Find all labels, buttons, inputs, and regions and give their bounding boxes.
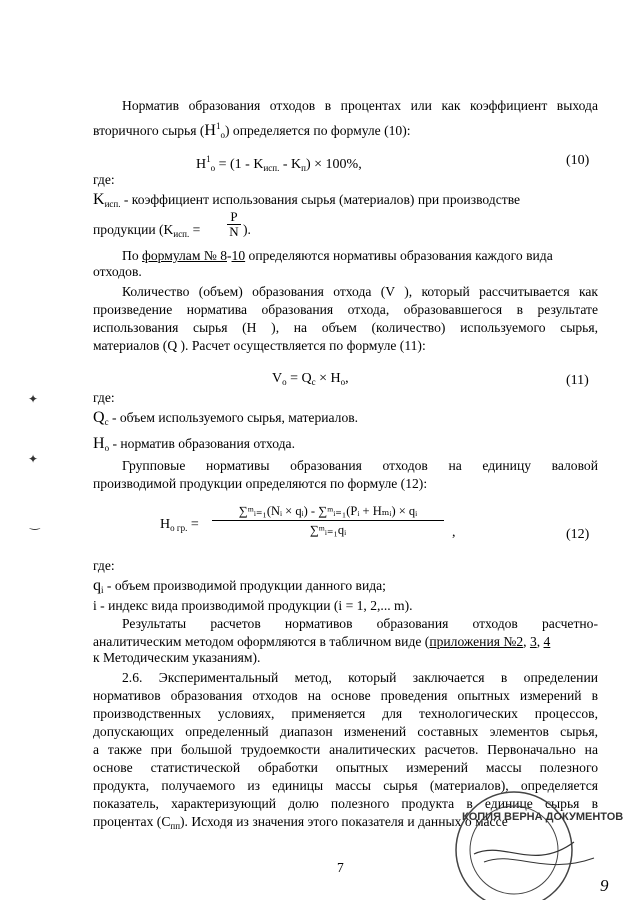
prod-text: продукции (K [93,222,174,237]
appendix-4-link[interactable]: 4 [543,634,551,649]
formula-11 [272,370,349,391]
stamp-outer-ring [456,792,572,900]
qc-definition [93,410,358,430]
f10-k2-sub: п [301,163,306,173]
formula-10 [196,150,362,177]
group-line-2: производимой продукции определяются по формуле (12): [93,476,428,491]
signature-underline [484,858,594,865]
exp-line-4: допускающих определенный диапазон изменений составных элементов сырья, [93,724,598,739]
qi-definition [93,578,386,598]
qty-line-1: Количество (объем) образования отхода (V ), который рассчитывается как [122,284,598,299]
appendix-3-link[interactable]: 3 [529,634,537,649]
kisp-sub: исп. [104,199,121,209]
margin-mark: ✦ [28,392,39,406]
kisp-symbol: K [93,191,105,208]
formula-12-number: (12) [566,527,590,542]
exp-line-2: нормативов образования отходов на основе проведения опытных измерений в [93,688,598,703]
results-text: аналитическим методом оформляются в табличном виде ( [93,634,430,649]
formula-12-fraction [212,502,444,539]
results-line-1: Результаты расчетов нормативов образования отходов расчетно- [122,616,598,631]
f10-k1-sub: исп. [263,163,280,173]
qc-sub: c [104,417,109,427]
qc-text: - объем используемого сырья, материалов. [108,410,359,425]
qi-sub: i [101,585,104,595]
formula-11-number: (11) [566,373,589,388]
where-label-2: где: [93,390,115,405]
prod-eq: = [189,222,201,237]
corner-page-number: 9 [600,876,609,895]
prod-line [93,222,200,242]
qi-text: - объем производимой продукции данного вида; [103,578,386,593]
f10-lhs-sub: o [210,163,216,173]
qi-symbol: q [93,577,101,594]
prod-close: ). [243,222,251,237]
prod-sub: исп. [173,229,190,239]
f11-h-sub: o [340,377,346,387]
f11-x: × H [315,371,341,386]
f10-rhs: = (1 - K [218,157,264,172]
exp-line-1: 2.6. Экспериментальный метод, который заключается в определении [122,670,598,685]
margin-mark: ‿ [30,516,40,530]
f12-eq: = [190,517,199,532]
kisp-text: - коэффициент использования сырья (материалов) при производстве [120,192,521,207]
exp-text: процентах (C [93,814,171,829]
f12-denominator: ∑ᵐᵢ₌₁qᵢ [309,523,347,537]
formulas-line-2: отходов. [93,264,142,279]
h-sub: o [220,130,225,140]
ho-symbol: H [93,435,105,452]
formulas-text: По [122,248,143,263]
f10-lhs: H [196,157,207,172]
formula-12-lhs [160,516,199,537]
prod-fraction [227,210,241,239]
results-comma-2: , [536,634,544,649]
f11-eq: = Q [286,371,312,386]
exp-text-2: ). Исходя из значения этого показателя и данных о массе [180,814,508,829]
f10-tail: ) × 100%, [305,157,362,172]
ho-text: - норматив образования отхода. [109,436,295,451]
formulas-line [122,248,553,264]
where-label-1: где: [93,172,115,187]
kisp-definition [93,192,520,212]
f11-comma: , [345,371,349,386]
intro-text: вторичного сырья ( [93,123,205,138]
results-comma-1: , [523,634,530,649]
qc-symbol: Q [93,409,105,426]
exp-line-3: производственных условиях, применяется для технологических процессов, [93,706,598,721]
formula-10-number: (10) [566,153,590,168]
f12-numerator: ∑ᵐᵢ₌₁(Nᵢ × qᵢ) - ∑ᵐᵢ₌₁(Pᵢ + Hₘᵢ) × qᵢ [212,502,444,521]
f10-lhs-sup: 1 [206,154,211,164]
fraction-denominator: N [229,224,239,239]
f11-v: V [272,371,283,386]
fraction-numerator: P [227,210,241,225]
exp-line-8: показатель, характеризующий долю полезного продукта в единице сырья в [93,796,598,811]
exp-line-7: продукта, получаемого из единицы массы сырья (материалов), определяется [93,778,598,793]
f10-mid: - K [279,157,302,172]
signature [474,842,574,855]
intro-line-1: Норматив образования отходов в процентах или как коэффициент выхода [122,98,598,113]
formulas-dash: - [227,248,232,263]
group-line-1: Групповые нормативы образования отходов на единицу валовой [122,458,598,473]
f12-h: H [160,517,171,532]
f12-h-sub: o гр. [170,523,188,533]
results-line-3: к Методическим указаниям). [93,650,261,665]
where-label-3: где: [93,558,115,573]
margin-mark: ✦ [28,452,39,466]
formulas-text-2: определяются нормативы образования каждого вида [245,248,553,263]
qty-line-4: материалов (Q ). Расчет осуществляется по формуле (11): [93,338,426,353]
page-number: 7 [337,860,344,875]
formulas-link-8[interactable]: формулам № 8 [142,248,227,263]
i-definition: i - индекс вида производимой продукции (i = 1, 2,... m). [93,598,413,613]
qty-line-3: использования сырья (H ), на объем (количество) используемого сырья, [93,320,598,335]
h-symbol: H [204,122,216,139]
f11-v-sub: o [282,377,287,387]
exp-line-5: а также при большой трудоемкости аналитических расчетов. Первоначально на [93,742,598,757]
appendix-2-link[interactable]: приложения №2 [429,634,524,649]
ho-sub: o [104,443,110,453]
h-sup: 1 [215,121,221,131]
formula-12-comma: , [452,525,456,540]
qty-line-2: произведение норматива образования отхода, образовавшегося в результате [93,302,598,317]
formulas-link-10[interactable]: 10 [231,248,246,263]
exp-sub: пп [170,821,181,831]
certification-stamp [444,780,624,900]
intro-line-2 [93,118,411,143]
results-line-2 [93,634,550,650]
exp-line-6: основе статистической обработки опытных измерений массы полезного [93,760,598,775]
ho-definition [93,436,295,456]
stamp-text: КОПИЯ ВЕРНА ДОКУМЕНТОВ [462,811,624,823]
f11-q-sub: c [311,377,316,387]
intro-text-2: ) определяется по формуле (10): [224,123,411,138]
